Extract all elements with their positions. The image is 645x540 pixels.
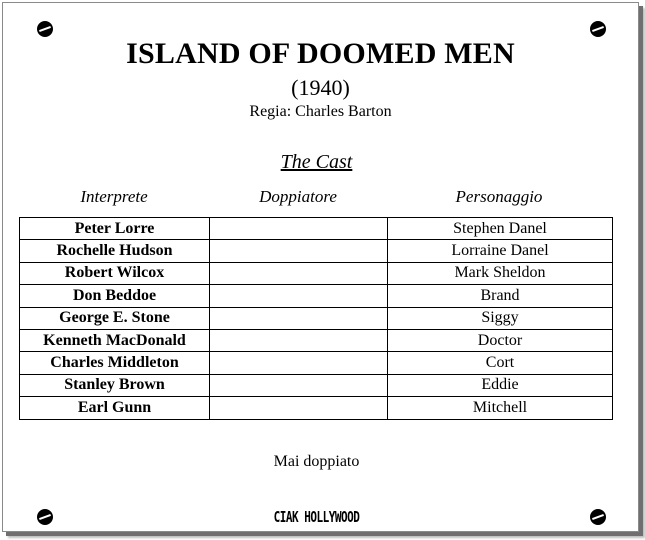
dubber-cell: [210, 218, 388, 240]
table-row: [20, 307, 613, 329]
dubber-cell: [210, 240, 388, 262]
table-row: [20, 240, 613, 262]
character-cell: Stephen Danel: [388, 218, 613, 240]
actor-cell: Kenneth MacDonald: [20, 329, 210, 351]
dubbing-note: Mai doppiato: [273, 453, 360, 470]
table-row: [20, 329, 613, 351]
character-cell: Doctor: [388, 329, 613, 351]
column-header-character: Personaggio: [455, 187, 543, 206]
character-cell: Mitchell: [388, 397, 613, 419]
film-title: ISLAND OF DOOMED MEN: [126, 37, 515, 70]
character-cell: Siggy: [388, 307, 613, 329]
actor-cell: Stanley Brown: [20, 374, 210, 396]
dubber-cell: [210, 262, 388, 284]
table-row: [20, 352, 613, 374]
screw-icon: [590, 21, 606, 37]
character-cell: Lorraine Danel: [388, 240, 613, 262]
actor-cell: Peter Lorre: [20, 218, 210, 240]
actor-cell: George E. Stone: [20, 307, 210, 329]
cast-card: [2, 2, 639, 532]
column-header-actor: Interprete: [80, 187, 148, 206]
table-row: [20, 374, 613, 396]
dubber-cell: [210, 352, 388, 374]
cast-heading: The Cast: [280, 151, 353, 173]
actor-cell: Don Beddoe: [20, 285, 210, 307]
screw-icon: [37, 21, 53, 37]
table-row: [20, 218, 613, 240]
dubber-cell: [210, 329, 388, 351]
dubber-cell: [210, 307, 388, 329]
ciak-hollywood-logo: CIAK HOLLYWOOD: [273, 508, 360, 527]
dubber-cell: [210, 397, 388, 419]
table-row: [20, 397, 613, 419]
actor-cell: Charles Middleton: [20, 352, 210, 374]
actor-cell: Robert Wilcox: [20, 262, 210, 284]
dubber-cell: [210, 374, 388, 396]
character-cell: Mark Sheldon: [388, 262, 613, 284]
dubber-cell: [210, 285, 388, 307]
character-cell: Cort: [388, 352, 613, 374]
character-cell: Brand: [388, 285, 613, 307]
table-row: [20, 285, 613, 307]
table-row: [20, 262, 613, 284]
column-header-dubber: Doppiatore: [259, 187, 337, 206]
cast-table: [19, 217, 613, 420]
actor-cell: Rochelle Hudson: [20, 240, 210, 262]
actor-cell: Earl Gunn: [20, 397, 210, 419]
film-year: (1940): [291, 75, 350, 100]
character-cell: Eddie: [388, 374, 613, 396]
film-director: Regia: Charles Barton: [249, 103, 392, 120]
